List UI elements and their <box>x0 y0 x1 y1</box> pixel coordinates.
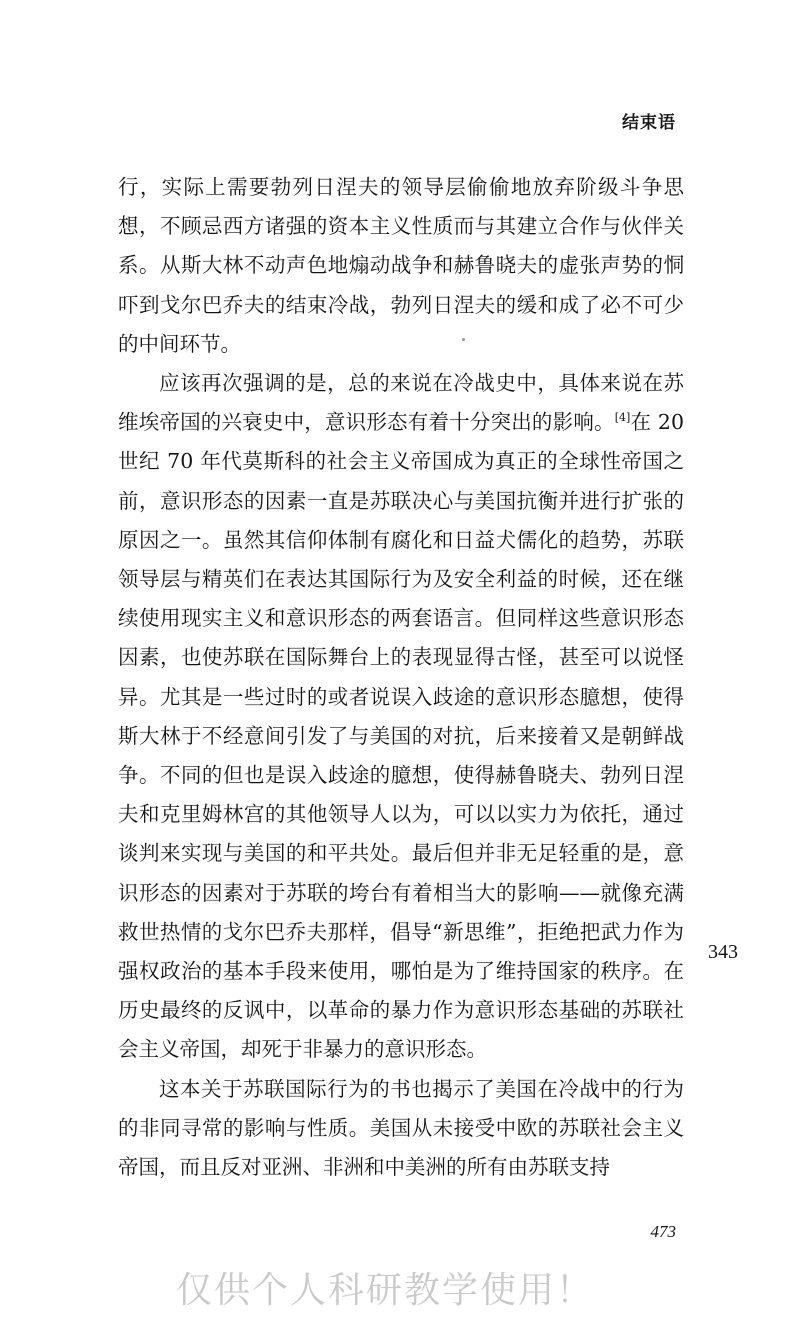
paragraph-2-part-a: 应该再次强调的是，总的来说在冷战史中，具体来说在苏维埃帝国的兴衰史中，意识形态有着十分突出的影响。 <box>118 371 684 435</box>
paragraph-3: 这本关于苏联国际行为的书也揭示了美国在冷战中的行为的非同寻常的影响与性质。美国从未接受中欧的苏联社会主义帝国，而且反对亚洲、非洲和中美洲的所有由苏联支持 <box>118 1076 684 1180</box>
original-page-number: 343 <box>708 941 738 963</box>
watermark: 仅供个人科研教学使用！ <box>176 1270 595 1311</box>
paragraph-2-part-b: 在 20 世纪 70 年代莫斯科的社会主义帝国成为真正的全球性帝国之前，意识形态的因素一直是苏联决心与美国抗衡并进行扩张的原因之一。虽然其信仰体制有腐化和日益犬儒化的趋势，苏联领导层与精英们在表达其国际行为及安全利益的时候，还在继续使用现实主义和意识形态的两套语言。但同样这些意识形态因素，也使苏联在国际舞台上的表现显得古怪，甚至可以说怪异。尤其是一些过时的或者说误入歧途的意识形态臆想，使得斯大林于不经意间引发了与美国的对抗，后来接着又是朝鲜战争。不同的但也是误入歧途的臆想，使得赫鲁晓夫、勃列日涅夫和克里姆林宫的其他领导人以为，可以以实力为依托，通过谈判来实现与美国的和平共处。最后但并非无足轻重的是，意识形态的因素对于苏联的垮台有着相当大的影响——就像充满救世热情的戈尔巴乔夫那样，倡导“新思维”，拒绝把武力作为强权政治的基本手段来使用，哪怕是为了维持国家的秩序。在历史最终的反讽中，以革命的暴力作为意识形态基础的苏联社会主义帝国，却死于非暴力的意识形态。 <box>118 410 685 1062</box>
page-number: 473 <box>650 1222 676 1241</box>
running-head: 结束语 <box>622 113 676 133</box>
body-text <box>118 168 684 1187</box>
paragraph-2 <box>118 364 684 1070</box>
footnote-ref-4[interactable]: [4] <box>614 411 631 425</box>
paragraph-1: 行，实际上需要勃列日涅夫的领导层偷偷地放弃阶级斗争思想，不顾忌西方诸强的资本主义性质而与其建立合作与伙伴关系。从斯大林不动声色地煽动战争和赫鲁晓夫的虚张声势的恫吓到戈尔巴乔夫的结束冷战，勃列日涅夫的缓和成了必不可少的中间环节。 <box>118 175 684 356</box>
scan-speck <box>462 338 465 341</box>
